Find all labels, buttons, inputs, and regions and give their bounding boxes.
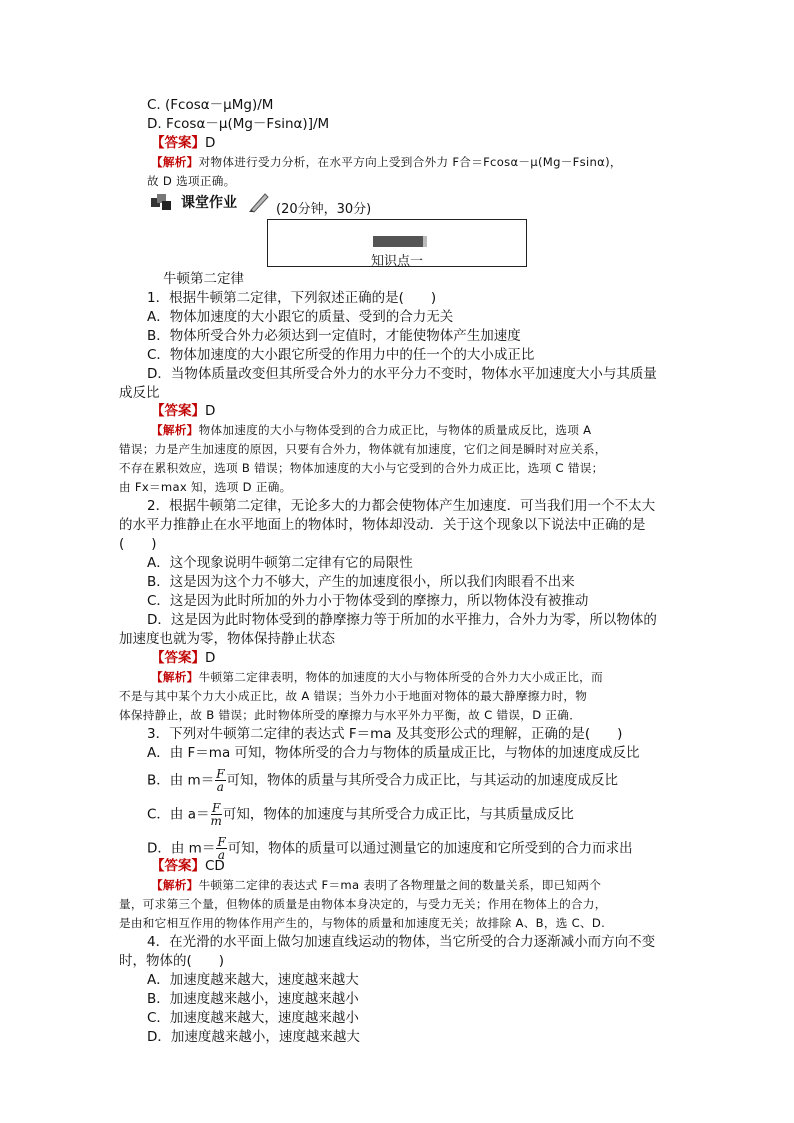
fraction-numerator: F	[217, 835, 226, 849]
q2-stem-bracket: ( )	[119, 536, 157, 552]
topic-title: 牛顿第二定律	[163, 271, 244, 287]
section-block-icon	[151, 192, 173, 212]
q2-option-a: A．这个现象说明牛顿第二定律有它的局限性	[147, 555, 413, 571]
answer-value: D	[205, 403, 216, 419]
q3-stem: 3．下列对牛顿第二定律的表达式 F＝ma 及其变形公式的理解，正确的是( )	[147, 726, 623, 742]
option-suffix: 可知，物体的质量与其所受合力成正比，与其运动的加速度成反比	[226, 772, 619, 789]
option-c: C. (Fcosα－μMg)/M	[147, 97, 274, 113]
q3-analysis-line	[151, 876, 601, 894]
q2-option-d: D．这是因为此时物体受到的静摩擦力等于所加的水平推力，合外力为零，所以物体的	[147, 612, 657, 628]
q3-analysis-line: 是由和它相互作用的物体作用产生的，与物体的质量和加速度无关；故排除 A、B，选 C、D.	[119, 916, 606, 930]
q4-option-c: C．加速度越来越大，速度越来越小	[147, 1010, 359, 1026]
q4-option-b: B．加速度越来越小，速度越来越小	[147, 991, 359, 1007]
answer-line	[151, 134, 215, 152]
fraction-numerator: F	[212, 801, 221, 815]
q2-analysis-line: 不是与其中某个力大小成正比，故 A 错误；当外力小于地面对物体的最大静摩擦力时，物	[119, 689, 588, 703]
analysis-line	[151, 153, 622, 171]
option-suffix: 可知，物体的质量可以通过测量它的加速度和它所受到的合力而求出	[227, 840, 633, 857]
fraction-denominator: m	[210, 814, 222, 828]
analysis-tag: 【解析】	[151, 155, 199, 169]
analysis-text: 牛顿第二定律的表达式 F＝ma 表明了各物理量之间的数量关系，即已知两个	[198, 878, 602, 892]
q1-analysis-line: 错误；力是产生加速度的原因，只要有合外力，物体就有加速度，它们之间是瞬时对应关系，	[119, 442, 607, 456]
q3-analysis-line: 量，可求第三个量，但物体的质量是由物体本身决定的，与受力无关；作用在物体上的合力，	[119, 897, 607, 911]
answer-tag: 【答案】	[151, 403, 205, 419]
option-prefix: C．由 a＝	[147, 806, 210, 823]
q2-stem-cont: 的水平力推静止在水平地面上的物体时，物体却没动．关于这个现象以下说法中正确的是	[119, 517, 646, 533]
answer-value: CD	[205, 858, 225, 874]
q1-option-b: B．物体所受合外力必须达到一定值时，才能使物体产生加速度	[147, 328, 521, 344]
analysis-text: 物体加速度的大小与物体受到的合力成正比，与物体的质量成反比，选项 A	[198, 423, 592, 437]
q4-option-a: A．加速度越来越大，速度越来越大	[147, 972, 359, 988]
answer-tag: 【答案】	[151, 135, 205, 151]
time-note: (20分钟，30分)	[276, 202, 372, 217]
q3-option-a: A．由 F＝ma 可知，物体所受的合力与物体的质量成正比，与物体的加速度成反比	[147, 745, 640, 761]
analysis-tag: 【解析】	[151, 878, 199, 892]
q1-stem: 1．根据牛顿第二定律，下列叙述正确的是( )	[147, 290, 437, 306]
q4-stem-cont: 时，物体的( )	[119, 953, 225, 969]
q2-option-b: B．这是因为这个力不够大，产生的加速度很小，所以我们肉眼看不出来	[147, 574, 575, 590]
q1-option-d: D．当物体质量改变但其所受合外力的水平分力不变时，物体水平加速度大小与其质量	[147, 366, 657, 382]
knowledge-point-label: 知识点一	[370, 254, 423, 269]
pencil-icon	[247, 190, 271, 214]
option-suffix: 可知，物体的加速度与其所受合力成正比，与其质量成反比	[222, 806, 574, 823]
analysis-tag: 【解析】	[151, 670, 199, 684]
knowledge-point-box	[267, 219, 527, 267]
fraction-f-over-m	[211, 802, 222, 827]
answer-value: D	[205, 650, 216, 666]
q2-option-d-cont: 加速度也就为零，物体保持静止状态	[119, 631, 335, 647]
answer-tag: 【答案】	[151, 858, 205, 874]
option-prefix: D．由 m＝	[147, 840, 216, 857]
q3-option-b	[147, 768, 618, 793]
fraction-denominator: a	[216, 780, 224, 794]
q2-option-c: C．这是因为此时所加的外力小于物体受到的摩擦力，所以物体没有被推动	[147, 593, 589, 609]
option-d: D. Fcosα－μ(Mg－Fsinα)]/M	[147, 116, 330, 132]
answer-tag: 【答案】	[151, 650, 205, 666]
q4-option-d: D．加速度越来越小，速度越来越大	[147, 1029, 360, 1045]
q2-analysis-line	[151, 668, 603, 686]
q1-analysis-line: 不存在累积效应，选项 B 错误；物体加速度的大小与它受到的合外力成正比，选项 C 错误；	[119, 461, 604, 475]
q3-answer-line	[151, 857, 225, 875]
fraction-denominator: a	[217, 848, 226, 862]
q2-answer-line	[151, 649, 215, 667]
q2-analysis-line: 体保持静止，故 B 错误；此时物体所受的摩擦力与水平外力平衡，故 C 错误，D 正确．	[119, 708, 582, 722]
q1-option-c: C．物体加速度的大小跟它所受的作用力中的任一个的大小成正比	[147, 347, 535, 363]
q3-option-c	[147, 802, 574, 827]
q4-stem: 4．在光滑的水平面上做匀加速直线运动的物体，当它所受的合力逐渐减小而方向不变	[147, 934, 656, 950]
analysis-text: 牛顿第二定律表明，物体的加速度的大小与物体所受的合外力大小成正比，而	[198, 670, 603, 684]
analysis-text: 对物体进行受力分析，在水平方向上受到合外力 F合＝Fcosα－μ(Mg－Fsinα)，	[198, 155, 622, 169]
q1-analysis-line	[151, 421, 591, 439]
q1-option-a: A．物体加速度的大小跟它的质量、受到的合力无关	[147, 309, 454, 325]
option-prefix: B．由 m＝	[147, 772, 215, 789]
answer-value: D	[205, 135, 216, 151]
section-title: 课堂作业	[181, 195, 237, 211]
q2-stem: 2．根据牛顿第二定律，无论多大的力都会使物体产生加速度．可当我们用一个不太大	[147, 498, 656, 514]
section-banner	[151, 190, 271, 214]
knowledge-point-bar	[373, 236, 423, 247]
q1-answer-line	[151, 402, 215, 420]
analysis-line: 故 D 选项正确。	[147, 174, 236, 188]
analysis-tag: 【解析】	[151, 423, 199, 437]
fraction-numerator: F	[216, 767, 225, 781]
q1-option-d-cont: 成反比	[119, 385, 160, 401]
fraction-f-over-a	[215, 768, 225, 793]
q1-analysis-line: 由 Fx＝max 知，选项 D 正确。	[119, 480, 292, 494]
